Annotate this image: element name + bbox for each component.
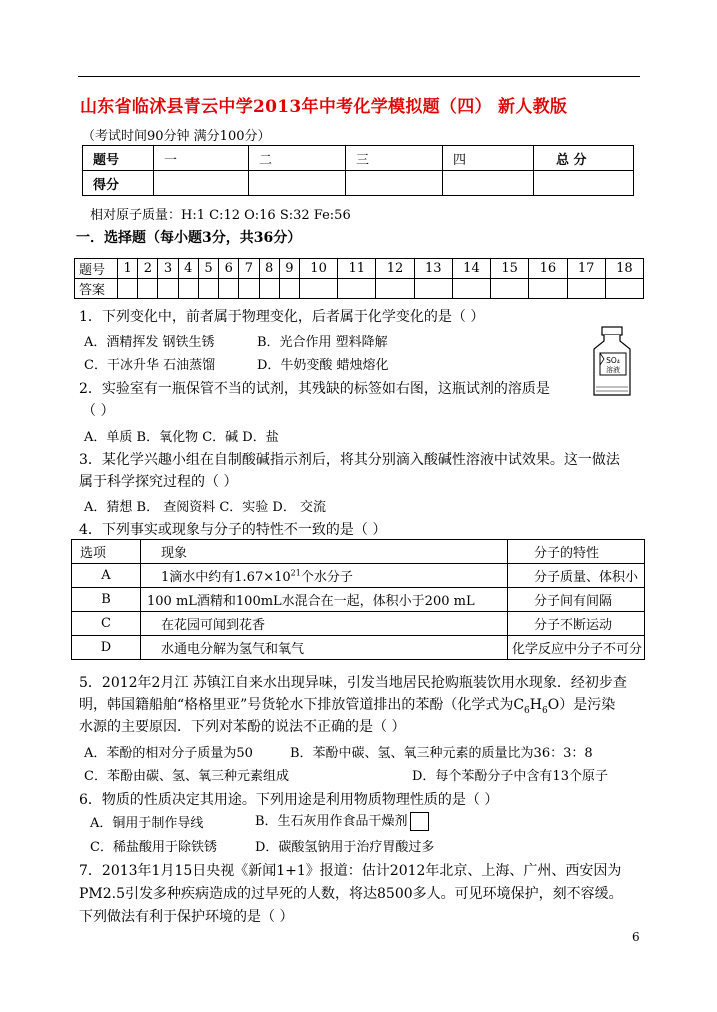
answer-number-cell: 6 (219, 259, 239, 279)
table-row (72, 588, 645, 612)
answer-number-cell: 2 (138, 259, 158, 279)
answer-cell[interactable] (239, 279, 259, 299)
q1-option-b: B．光合作用 塑料降解 (257, 335, 388, 350)
q6-option-c: C．稀盐酸用于除铁锈 (90, 840, 217, 855)
question-2-stem: 2．实验室有一瓶保管不当的试剂，其残缺的标签如右图，这瓶试剂的溶质是 (79, 381, 550, 397)
answer-cell[interactable] (178, 279, 198, 299)
answer-cell[interactable] (605, 279, 643, 299)
answer-cell[interactable] (491, 279, 529, 299)
answer-cell[interactable] (198, 279, 218, 299)
question-2-paren: （ ） (82, 403, 115, 419)
q5-option-c: C．苯酚由碳、氢、氧三种元素组成 (84, 769, 289, 784)
score-header-cell: 三 (346, 146, 443, 171)
exam-info: （考试时间90分钟 满分100分） (82, 129, 271, 144)
answer-cell[interactable] (567, 279, 605, 299)
table-header-option: 选项 (72, 540, 141, 564)
answer-cell[interactable] (452, 279, 490, 299)
q3-options: A．猜想 B． 查阅资料 C．实验 D． 交流 (84, 500, 326, 515)
answer-number-cell: 3 (158, 259, 178, 279)
question-3-line1: 3．某化学兴趣小组在自制酸碱指示剂后，将其分别滴入酸碱性溶液中试效果。这一做法 (79, 452, 620, 468)
question-7-line2: PM2.5引发多种疾病造成的过早死的人数，将达8500多人。可见环境保护，刻不容缓。 (79, 886, 623, 902)
checkbox-icon (410, 812, 429, 831)
row-phenomenon: 在花园可闻到花香 (141, 612, 508, 636)
question-7-line3: 下列做法有利于保护环境的是（ ） (79, 909, 294, 925)
score-header-cell: 四 (443, 146, 534, 171)
answer-number-cell: 18 (605, 259, 643, 279)
score-cell[interactable] (534, 171, 634, 196)
row-option: D (72, 636, 141, 660)
question-3-line2: 属于科学探究过程的（ ） (79, 474, 238, 490)
answer-cell[interactable] (338, 279, 376, 299)
answer-cell[interactable] (279, 279, 299, 299)
answer-number-cell: 9 (279, 259, 299, 279)
score-cell[interactable] (154, 171, 249, 196)
answer-number-cell: 7 (239, 259, 259, 279)
q1-option-c: C．干冰升华 石油蒸馏 (84, 358, 216, 373)
row-phenomenon: 100 mL酒精和100mL水混合在一起，体积小于200 mL (141, 588, 508, 612)
answer-number-cell: 5 (198, 259, 218, 279)
score-cell[interactable] (443, 171, 534, 196)
table-row (72, 636, 645, 660)
answer-cell[interactable] (219, 279, 239, 299)
answer-number-cell: 10 (299, 259, 337, 279)
answer-number-cell: 15 (491, 259, 529, 279)
q5-option-d: D．每个苯酚分子中含有13个原子 (412, 769, 608, 784)
answer-cell[interactable] (138, 279, 158, 299)
q5-option-a: A．苯酚的相对分子质量为50 (84, 746, 253, 761)
q6-option-d: D．碳酸氢钠用于治疗胃酸过多 (255, 840, 435, 855)
q2-options: A．单质 B．氧化物 C．碱 D．盐 (84, 430, 279, 445)
q6-option-b: B．生石灰用作食品干燥剂 (255, 810, 429, 831)
answer-number-cell: 1 (118, 259, 138, 279)
question-5-line2: 明，韩国籍船舶“格格里亚”号货轮水下排放管道排出的苯酚（化学式为$C_6H_6O$）是污染 (79, 697, 616, 716)
answer-row-label: 题号 (75, 259, 118, 279)
table-row (72, 612, 645, 636)
row-option: B (72, 588, 141, 612)
answer-table (74, 258, 644, 299)
answer-cell[interactable] (414, 279, 452, 299)
answer-number-cell: 8 (259, 259, 279, 279)
question-6-stem: 6．物质的性质决定其用途。下列用途是利用物质物理性质的是（ ） (79, 792, 499, 808)
answer-number-cell: 4 (178, 259, 198, 279)
atomic-mass-line: 相对原子质量：H:1 C:12 O:16 S:32 Fe:56 (90, 208, 351, 223)
score-table (82, 145, 634, 196)
score-header-cell: 总 分 (534, 146, 634, 171)
bottle-label-solution: 溶液 (606, 366, 620, 374)
answer-number-cell: 16 (529, 259, 567, 279)
answer-number-cell: 11 (338, 259, 376, 279)
row-property: 分子不断运动 (508, 612, 645, 636)
answer-number-cell: 17 (567, 259, 605, 279)
answer-cell[interactable] (299, 279, 337, 299)
bottle-label-formula: SO₄ (606, 356, 620, 365)
page-number: 6 (632, 930, 640, 944)
score-header-cell: 二 (249, 146, 346, 171)
row-option: A (72, 564, 141, 588)
answer-cell[interactable] (259, 279, 279, 299)
score-header-cell: 题号 (83, 146, 154, 171)
score-cell[interactable] (249, 171, 346, 196)
question-1-stem: 1．下列变化中，前者属于物理变化，后者属于化学变化的是（ ） (79, 309, 485, 325)
table-row (72, 564, 645, 588)
molecule-property-table (71, 539, 645, 660)
question-5-line3: 水源的主要原因．下列对苯酚的说法不正确的是（ ） (79, 719, 406, 735)
score-cell[interactable] (346, 171, 443, 196)
table-header-phenomenon: 现象 (141, 540, 508, 564)
q5-option-b: B．苯酚中碳、氢、氧三种元素的质量比为36：3：8 (290, 746, 593, 761)
q6-option-a: A．铜用于制作导线 (90, 816, 204, 831)
score-row-label: 得分 (83, 171, 154, 196)
q1-option-d: D．牛奶变酸 蜡烛熔化 (257, 358, 389, 373)
question-5-line1: 5．2012年2月江 苏镇江自来水出现异味，引发当地居民抢购瓶装饮用水现象．经初步查 (79, 675, 627, 691)
header-rule (78, 76, 640, 77)
row-property: 分子质量、体积小 (508, 564, 645, 588)
answer-number-cell: 13 (414, 259, 452, 279)
answer-number-cell: 12 (376, 259, 414, 279)
answer-cell[interactable] (529, 279, 567, 299)
answer-row-label: 答案 (75, 279, 118, 299)
reagent-bottle-illustration (590, 325, 634, 403)
page-title: 山东省临沭县青云中学2013年中考化学模拟题（四） 新人教版 (80, 97, 568, 117)
q1-option-a: A．酒精挥发 钢铁生锈 (84, 335, 215, 350)
row-option: C (72, 612, 141, 636)
answer-cell[interactable] (158, 279, 178, 299)
answer-number-cell: 14 (452, 259, 490, 279)
row-phenomenon: 1滴水中约有$1.67\times 10^{21}$个水分子 (141, 564, 508, 588)
score-header-cell: 一 (154, 146, 249, 171)
row-property: 分子间有间隔 (508, 588, 645, 612)
question-7-line1: 7．2013年1月15日央视《新闻1+1》报道：估计2012年北京、上海、广州、西安因为 (79, 863, 622, 879)
question-4-stem: 4．下列事实或现象与分子的特性不一致的是（ ） (79, 522, 387, 538)
row-property: 化学反应中分子不可分 (508, 636, 645, 660)
table-header-property: 分子的特性 (508, 540, 645, 564)
row-phenomenon: 水通电分解为氢气和氧气 (141, 636, 508, 660)
answer-cell[interactable] (376, 279, 414, 299)
answer-cell[interactable] (118, 279, 138, 299)
section-heading: 一．选择题（每小题3分，共36分） (76, 230, 302, 246)
